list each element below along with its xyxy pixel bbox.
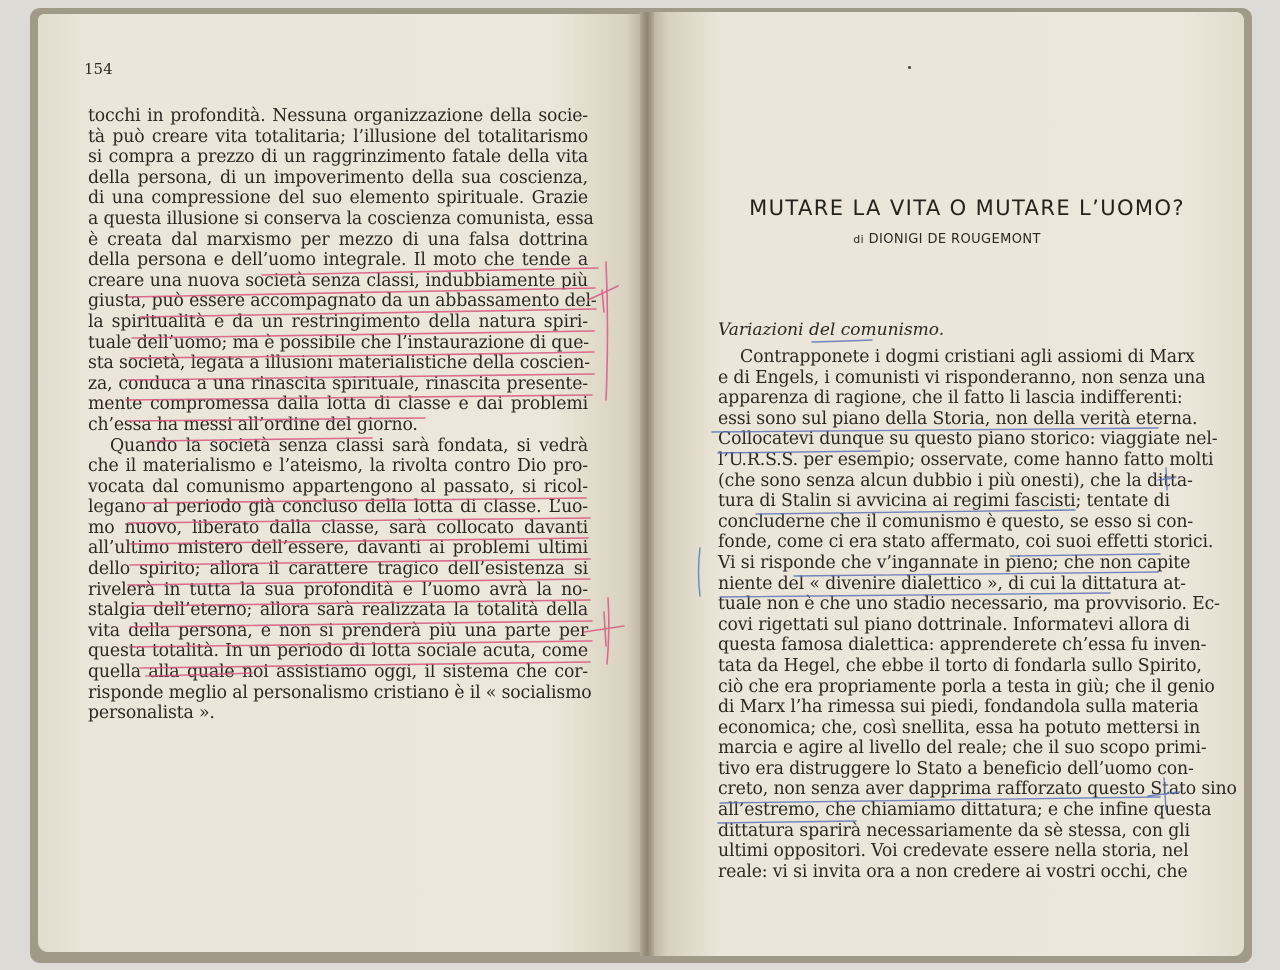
text-line: si compra a prezzo di un raggrinzimento fatale della vita bbox=[88, 147, 588, 168]
text-line: reale: vi si invita ora a non credere ai vostri occhi, che bbox=[718, 861, 1188, 882]
text-line: a questa illusione si conserva la coscienza comunista, essa bbox=[88, 208, 594, 229]
text-line: questa famosa dialettica: apprenderete ch’essa fu inven- bbox=[718, 635, 1207, 656]
text-line: tivo era distruggere lo Stato a beneficio dell’uomo con- bbox=[718, 758, 1194, 779]
text-line: sta società, legata a illusioni materialistiche della coscien- bbox=[88, 353, 590, 374]
text-line: dello spirito; allora il carattere tragico dell’esistenza si bbox=[88, 559, 588, 580]
text-line: ciò che era propriamente porla a testa in giù; che il genio bbox=[718, 676, 1215, 697]
text-line: tata da Hegel, che ebbe il torto di fondarla sullo Spirito, bbox=[718, 655, 1202, 676]
text-line: apparenza di ragione, che il fatto li lascia indifferenti: bbox=[718, 388, 1183, 409]
text-line: creto, non senza aver dapprima rafforzato questo Stato sino bbox=[718, 779, 1237, 800]
text-line: la spiritualità e da un restringimento della natura spiri- bbox=[88, 311, 588, 332]
text-line: za, conduca a una rinascita spirituale, rinascita presente- bbox=[88, 373, 588, 394]
text-line: vita della persona, e non si prenderà più una parte per bbox=[88, 620, 588, 641]
text-line: questa totalità. In un periodo di lotta sociale acuta, come bbox=[88, 641, 588, 662]
text-line: della persona, di un impoverimento della sua coscienza, bbox=[88, 167, 588, 188]
left-page-text bbox=[88, 106, 597, 724]
text-line: Vi si risponde che v’ingannate in pieno; che non capite bbox=[718, 552, 1191, 573]
text-line: l’U.R.S.S. per esempio; osservate, come hanno fatto molti bbox=[718, 449, 1214, 470]
text-line: vocata dal comunismo appartengono al passato, si ricol- bbox=[88, 476, 588, 497]
text-line: stalgia dell’eterno; allora sarà realizzata la totalità della bbox=[88, 600, 588, 621]
article-author bbox=[650, 232, 1244, 247]
text-line: tuale dell’uomo; ma è possibile che l’instaurazione di que- bbox=[88, 332, 589, 353]
text-line: all’ultimo mistero dell’essere, davanti ai problemi ultimi bbox=[88, 538, 588, 559]
text-line: essi sono sul piano della Storia, non della verità eterna. bbox=[718, 408, 1198, 429]
book-spine-gutter bbox=[640, 12, 654, 956]
page-number: 154 bbox=[84, 60, 113, 78]
text-line: e di Engels, i comunisti vi risponderanno, non senza una bbox=[718, 367, 1206, 388]
text-line: all’estremo, che chiamiamo dittatura; e che infine questa bbox=[718, 800, 1212, 821]
text-line: dittatura sparirà necessariamente da sè stessa, con gli bbox=[718, 820, 1190, 841]
text-line: risponde meglio al personalismo cristiano è il « socialismo bbox=[88, 682, 592, 703]
text-line: quella alla quale noi assistiamo oggi, il sistema che cor- bbox=[88, 662, 588, 683]
author-name: DIONIGI DE ROUGEMONT bbox=[868, 232, 1041, 247]
text-line: tà può creare vita totalitaria; l’illusione del totalitarismo bbox=[88, 126, 588, 147]
section-heading: Variazioni del comunismo. bbox=[718, 320, 945, 340]
text-line: che il materialismo e l’ateismo, la rivolta contro Dio pro- bbox=[88, 456, 588, 477]
text-line: Contrapponete i dogmi cristiani agli assiomi di Marx bbox=[740, 347, 1195, 367]
text-line: covi rigettati sul piano dottrinale. Informatevi allora di bbox=[718, 614, 1190, 635]
text-line: (che sono senza alcun dubbio i più onesti), che la ditta- bbox=[718, 470, 1193, 491]
right-page-text bbox=[718, 347, 1237, 882]
text-line: marcia e agire al livello del reale; che il suo scopo primi- bbox=[718, 738, 1207, 759]
article-title: MUTARE LA VITA O MUTARE L’UOMO? bbox=[749, 196, 1185, 220]
text-line: Collocatevi dunque su questo piano storico: viaggiate nel- bbox=[718, 429, 1218, 450]
text-line: concluderne che il comunismo è questo, se esso si con- bbox=[718, 511, 1194, 532]
text-line: mo nuovo, liberato dalla classe, sarà collocato davanti bbox=[88, 517, 588, 538]
text-line: di una compressione del suo elemento spirituale. Grazie bbox=[88, 188, 588, 209]
author-prefix: di bbox=[853, 233, 865, 246]
ink-speck bbox=[908, 66, 911, 69]
text-line: giusta, può essere accompagnato da un abbassamento del- bbox=[88, 291, 597, 312]
text-line: tuale non è che uno stadio necessario, ma provvisorio. Ec- bbox=[718, 594, 1220, 615]
text-line: fonde, come ci era stato affermato, coi suoi effetti storici. bbox=[718, 532, 1214, 553]
text-line: ch’essa ha messi all’ordine del giorno. bbox=[88, 414, 418, 435]
text-line: è creata dal marxismo per mezzo di una falsa dottrina bbox=[88, 229, 588, 250]
text-line: mente compromessa dalla lotta di classe e dai problemi bbox=[88, 394, 588, 415]
text-line: creare una nuova società senza classi, indubbiamente più bbox=[88, 270, 588, 291]
text-line: di Marx l’ha rimessa sui piedi, fondandola sulla materia bbox=[718, 697, 1199, 718]
text-line: legano al periodo già concluso della lotta di classe. L’uo- bbox=[88, 497, 588, 518]
text-line: tura di Stalin si avvicina ai regimi fascisti; tentate di bbox=[718, 491, 1170, 512]
text-line: niente del « divenire dialettico », di cui la dittatura at- bbox=[718, 573, 1186, 594]
text-line: economica; che, così snellita, essa ha potuto mettersi in bbox=[718, 717, 1201, 738]
text-line: ultimi oppositori. Voi credevate essere nella storia, nel bbox=[718, 841, 1189, 862]
text-line: personalista ». bbox=[88, 703, 215, 724]
text-line: della persona e dell’uomo integrale. Il moto che tende a bbox=[88, 250, 588, 271]
text-line: rivelerà in tutta la sua profondità e l’uomo avrà la no- bbox=[88, 579, 588, 600]
text-line: tocchi in profondità. Nessuna organizzazione della socie- bbox=[88, 106, 588, 126]
text-line: Quando la società senza classi sarà fondata, si vedrà bbox=[110, 435, 588, 456]
